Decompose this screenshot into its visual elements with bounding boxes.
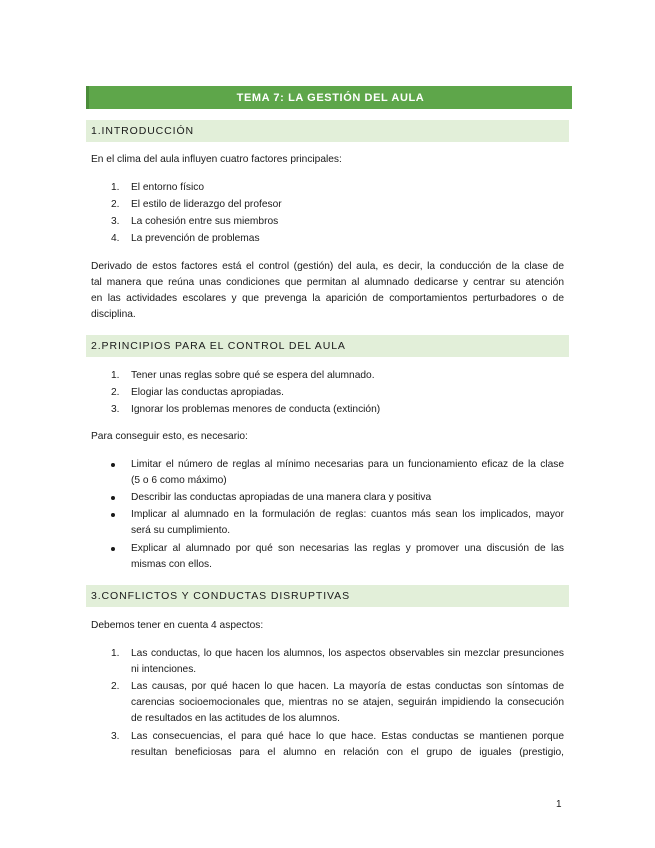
list-item [111, 729, 564, 763]
bullet-text-line: Implicar al alumnado en la formulación de reglas: cuantos más sean los implicados, mayor [131, 509, 564, 520]
section-2-intro: Para conseguir esto, es necesario: [91, 431, 248, 442]
bullet-icon [111, 513, 115, 517]
list-text-line: resultan beneficiosas para el alumno en relación con el grupo de iguales (prestigio, [131, 747, 564, 758]
section-1-paragraph-line: en las actividades escolares y que prevenga la aparición de comportamientos perturbadores o de [91, 293, 564, 304]
list-number: 1. [111, 648, 120, 659]
page-number: 1 [556, 799, 562, 810]
list-text: La prevención de problemas [131, 233, 260, 244]
section-heading-conflictos: 3.CONFLICTOS Y CONDUCTAS DISRUPTIVAS [86, 585, 569, 607]
list-text-line: carencias socioemocionales que, mientras no se atajen, seguirán impidiendo la consecución [131, 697, 564, 708]
list-text-line: ni intenciones. [131, 664, 197, 675]
section-heading-introduccion: 1.INTRODUCCIÓN [86, 120, 569, 142]
section-1-paragraph-line: disciplina. [91, 309, 136, 320]
list-number: 1. [111, 182, 120, 193]
list-number: 1. [111, 370, 120, 381]
list-text-line: Las conductas, lo que hacen los alumnos, los aspectos observables sin mezclar presunciones [131, 648, 564, 659]
list-text: Elogiar las conductas apropiadas. [131, 387, 284, 398]
section-3-intro: Debemos tener en cuenta 4 aspectos: [91, 620, 264, 631]
list-number: 2. [111, 199, 120, 210]
bullet-text-line: mismas con ellos. [131, 559, 212, 570]
bullet-text-line: Describir las conductas apropiadas de una manera clara y positiva [131, 492, 432, 503]
bullet-item [111, 507, 564, 541]
list-number: 3. [111, 731, 120, 742]
list-text: La cohesión entre sus miembros [131, 216, 279, 227]
section-1-paragraph-line: tal manera que reúna unas condiciones que permitan al alumnado dedicarse y centrar su atención [91, 277, 564, 288]
list-text-line: de resultados en las actitudes de los alumnos. [131, 713, 340, 724]
bullet-text-line: Limitar el número de reglas al mínimo necesarias para un funcionamiento eficaz de la clase [131, 459, 564, 470]
bullet-text-line: será su cumplimiento. [131, 525, 231, 536]
list-number: 2. [111, 387, 120, 398]
list-number: 3. [111, 404, 120, 415]
bullet-item [111, 541, 564, 575]
list-text-line: Las consecuencias, el para qué hace lo que hace. Estas conductas se mantienen porque [131, 731, 564, 742]
list-number: 3. [111, 216, 120, 227]
bullet-icon [111, 496, 115, 500]
list-number: 4. [111, 233, 120, 244]
bullet-text-line: Explicar al alumnado por qué son necesarias las reglas y promover una discusión de las [131, 543, 564, 554]
bullet-icon [111, 463, 115, 467]
bullet-text-line: (5 o 6 como máximo) [131, 475, 227, 486]
section-1-paragraph-line: Derivado de estos factores está el control (gestión) del aula, es decir, la conducción de la clase de [91, 261, 564, 272]
bullet-icon [111, 547, 115, 551]
list-text: El estilo de liderazgo del profesor [131, 199, 282, 210]
list-item [111, 646, 564, 680]
document-title: TEMA 7: LA GESTIÓN DEL AULA [86, 86, 572, 109]
list-item [111, 679, 564, 729]
list-text: El entorno físico [131, 182, 205, 193]
section-1-intro: En el clima del aula influyen cuatro factores principales: [91, 154, 342, 165]
bullet-item [111, 490, 564, 507]
list-number: 2. [111, 681, 120, 692]
list-text: Ignorar los problemas menores de conducta (extinción) [131, 404, 381, 415]
list-text: Tener unas reglas sobre qué se espera del alumnado. [131, 370, 375, 381]
bullet-item [111, 457, 564, 491]
list-text-line: Las causas, por qué hacen lo que hacen. La mayoría de estas conductas son síntomas de [131, 681, 564, 692]
section-heading-principios: 2.PRINCIPIOS PARA EL CONTROL DEL AULA [86, 335, 569, 357]
